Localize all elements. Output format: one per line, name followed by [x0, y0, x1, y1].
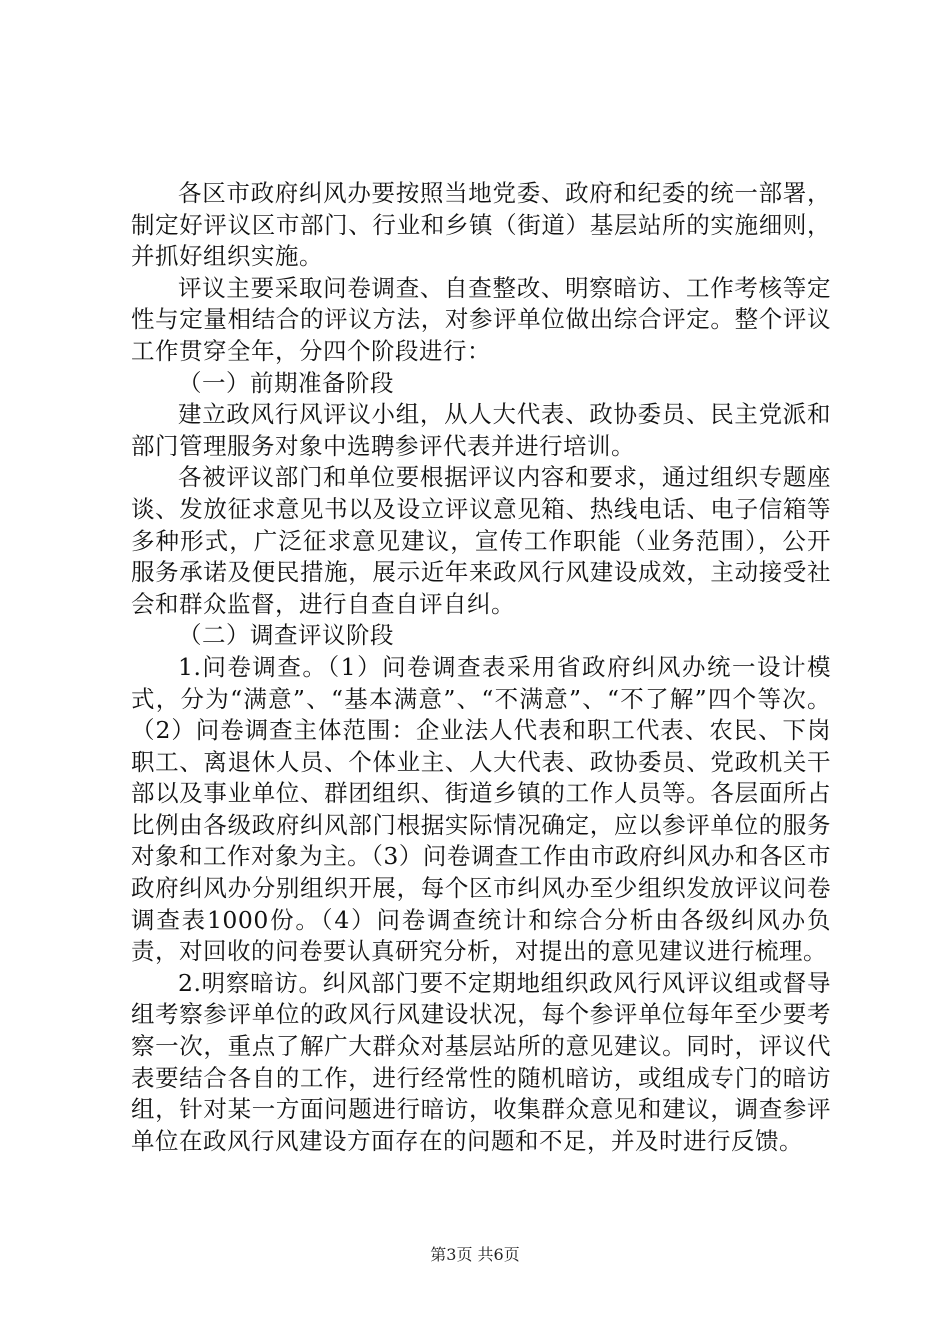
page-number-footer: 第3页 共6页 [430, 1245, 520, 1264]
paragraph-group-setup: 建立政风行风评议小组，从人大代表、政协委员、民主党派和部门管理服务对象中选聘参评代表并进行培训。 [131, 400, 831, 460]
document-body [131, 178, 831, 1157]
paragraph-implementation: 各区市政府纠风办要按照当地党委、政府和纪委的统一部署，制定好评议区市部门、行业和乡镇（街道）基层站所的实施细则，并抓好组织实施。 [131, 179, 831, 271]
paragraph-questionnaire: 1.问卷调查。（1）问卷调查表采用省政府纠风办统一设计模式，分为“满意”、“基本满意”、“不满意”、“不了解”四个等次。（2）问卷调查主体范围：企业法人代表和职工代表、农民、下岗职工、离退休人员、个体业主、人大代表、政协委员、党政机关干部以及事业单位、群团组织、街道乡镇的工作人员等。各层面所占比例由各级政府纠风部门根据实际情况确定，应以参评单位的服务对象和工作对象为主。（3）问卷调查工作由市政府纠风办和各区市政府纠风办分别组织开展，每个区市纠风办至少组织发放评议问卷调查表1000份。（4）问卷调查统计和综合分析由各级纠风办负责，对回收的问卷要认真研究分析，对提出的意见建议进行梳理。 [131, 652, 831, 966]
paragraph-self-inspection: 各被评议部门和单位要根据评议内容和要求，通过组织专题座谈、发放征求意见书以及设立评议意见箱、热线电话、电子信箱等多种形式，广泛征求意见建议，宣传工作职能（业务范围），公开服务承诺及便民措施，展示近年来政风行风建设成效，主动接受社会和群众监督，进行自查自评自纠。 [131, 463, 831, 618]
section-heading-preparation: （一）前期准备阶段 [178, 368, 394, 397]
section-heading-survey: （二）调查评议阶段 [178, 621, 394, 650]
paragraph-methods: 评议主要采取问卷调查、自查整改、明察暗访、工作考核等定性与定量相结合的评议方法，对参评单位做出综合评定。整个评议工作贯穿全年，分四个阶段进行： [131, 273, 831, 365]
paragraph-inspection: 2.明察暗访。纠风部门要不定期地组织政风行风评议组或督导组考察参评单位的政风行风建设状况，每个参评单位每年至少要考察一次，重点了解广大群众对基层站所的意见建议。同时，评议代表要结合各自的工作，进行经常性的随机暗访，或组成专门的暗访组，针对某一方面问题进行暗访，收集群众意见和建议，调查参评单位在政风行风建设方面存在的问题和不足，并及时进行反馈。 [131, 968, 831, 1155]
